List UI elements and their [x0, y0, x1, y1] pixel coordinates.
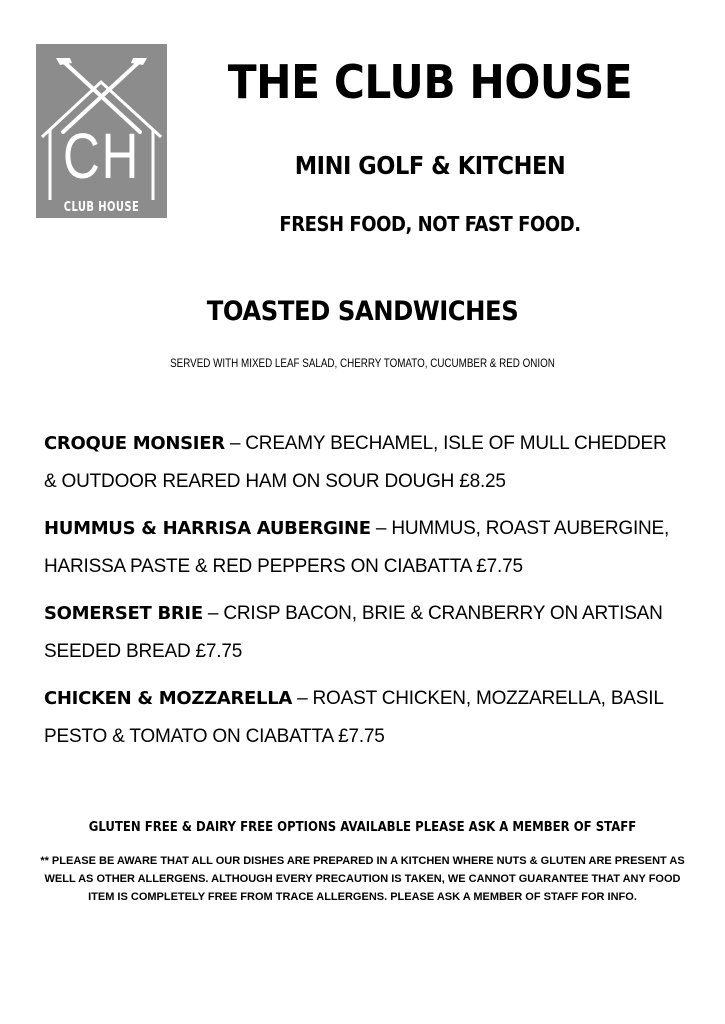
club-house-logo	[36, 44, 167, 218]
menu-item-name: CROQUE MONSIER	[44, 433, 225, 454]
menu-item	[44, 425, 684, 501]
page-subtitle: MINI GOLF & KITCHEN	[294, 151, 566, 180]
section-title: TOASTED SANDWICHES	[206, 296, 519, 327]
tagline: FRESH FOOD, NOT FAST FOOD.	[279, 212, 581, 236]
menu-item	[44, 510, 684, 586]
dietary-options-note: GLUTEN FREE & DAIRY FREE OPTIONS AVAILABLE PLEASE ASK A MEMBER OF STAFF	[88, 820, 637, 835]
menu-item-description: – CRISP BACON, BRIE & CRANBERRY ON ARTISAN SEEDED BREAD £7.75	[44, 603, 663, 662]
allergen-warning: ** PLEASE BE AWARE THAT ALL OUR DISHES ARE PREPARED IN A KITCHEN WHERE NUTS & GLUTEN ARE PRESENT AS WELL AS OTHER ALLERGENS. ALTHOUGH EVERY PRECAUTION IS TAKEN, WE CANNOT GUARANTEE THAT ANY FOOD ITEM IS COMPLETELY FREE FROM TRACE ALLERGENS. PLEASE ASK A MEMBER OF STAFF FOR INFO.	[40, 855, 685, 903]
section-subtitle: SERVED WITH MIXED LEAF SALAD, CHERRY TOMATO, CUCUMBER & RED ONION	[170, 356, 555, 370]
logo-caption: CLUB HOUSE	[63, 200, 140, 215]
menu-list	[44, 425, 684, 765]
menu-item	[44, 680, 684, 756]
page-title: THE CLUB HOUSE	[227, 55, 633, 109]
menu-item	[44, 595, 684, 671]
menu-item-description: – CREAMY BECHAMEL, ISLE OF MULL CHEDDER & OUTDOOR REARED HAM ON SOUR DOUGH £8.25	[44, 433, 667, 492]
menu-item-description: – ROAST CHICKEN, MOZZARELLA, BASIL PESTO & TOMATO ON CIABATTA £7.75	[44, 688, 663, 747]
menu-item-name: HUMMUS & HARRISA AUBERGINE	[44, 518, 371, 539]
menu-item-description: – HUMMUS, ROAST AUBERGINE, HARISSA PASTE & RED PEPPERS ON CIABATTA £7.75	[44, 518, 670, 577]
logo-letters: CH	[62, 120, 141, 192]
menu-item-name: SOMERSET BRIE	[44, 603, 203, 624]
menu-item-name: CHICKEN & MOZZARELLA	[44, 688, 292, 709]
